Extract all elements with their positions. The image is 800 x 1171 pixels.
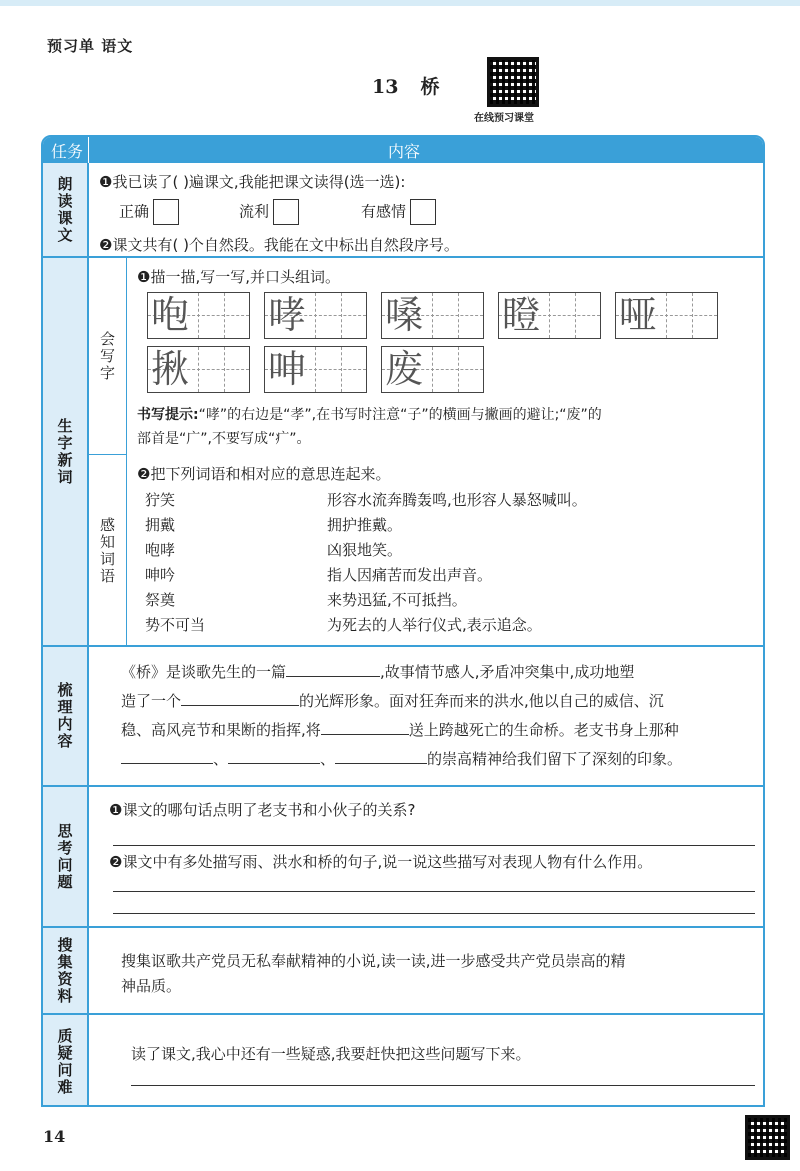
collect-line-2: 神品质。: [121, 977, 182, 995]
lesson-name: 桥: [420, 76, 440, 98]
writing-tip-line-1: 书写提示:“哮”的右边是“孝”,在书写时注意“子”的横画与撇画的避让;“废”的: [137, 407, 602, 423]
meaning-item[interactable]: 指人因痛苦而发出声音。: [327, 566, 493, 584]
checkbox-correct[interactable]: [153, 199, 179, 225]
section-label-reading: 朗读课文: [43, 163, 89, 258]
section-label-thinking: 思考问题: [43, 787, 89, 928]
top-rule: [0, 0, 800, 6]
qr-code-icon[interactable]: [487, 57, 539, 107]
trace-char: 揪: [151, 347, 190, 391]
sub-label-perceive: 感知词语: [89, 455, 127, 647]
trace-char: 废: [385, 347, 424, 391]
summary-line-3: 稳、高风亮节和果断的指挥,将 送上跨越死亡的生命桥。老支书身上那种: [121, 721, 679, 739]
checkbox-fluent[interactable]: [273, 199, 299, 225]
section-thinking: [89, 787, 763, 928]
word-item[interactable]: 狞笑: [145, 491, 176, 509]
fill-blank[interactable]: [121, 748, 213, 764]
summary-line-2: 造了一个 的光辉形象。面对狂奔而来的洪水,他以自己的威信、沉: [121, 692, 664, 710]
section-reading: [89, 163, 763, 258]
header-content: 内容: [388, 142, 421, 161]
word-item[interactable]: 拥戴: [145, 516, 176, 534]
header-task: 任务: [51, 142, 84, 161]
option-correct: 正确: [119, 199, 179, 225]
trace-char: 呻: [268, 347, 307, 391]
section-summary: [89, 647, 763, 787]
doubts-line-1: 读了课文,我心中还有一些疑惑,我要赶快把这些问题写下来。: [131, 1045, 531, 1063]
trace-char: 咆: [151, 293, 190, 337]
answer-line[interactable]: [113, 845, 755, 846]
table-header: [43, 137, 763, 163]
trace-char: 哑: [619, 293, 658, 337]
fill-blank[interactable]: [335, 748, 427, 764]
section-label-doubts: 质疑问难: [43, 1015, 89, 1107]
word-item[interactable]: 势不可当: [145, 616, 206, 634]
option-emotion: 有感情: [361, 199, 436, 225]
header-subject: 预习单 语文: [47, 37, 134, 55]
match-instruction: ❷把下列词语和相对应的意思连起来。: [137, 465, 391, 483]
lesson-title: [372, 72, 439, 99]
char-writing-box[interactable]: [381, 346, 484, 393]
option-fluent: 流利: [239, 199, 299, 225]
meaning-item[interactable]: 凶狠地笑。: [327, 541, 403, 559]
writing-tip-title: 书写提示:: [137, 407, 199, 423]
answer-line[interactable]: [131, 1085, 755, 1086]
section-label-collect: 搜集资料: [43, 928, 89, 1015]
section-doubts: [89, 1015, 763, 1107]
summary-line-1: 《桥》是谈歌先生的一篇 ,故事情节感人,矛盾冲突集中,成功地塑: [121, 663, 635, 681]
thinking-question-1: ❶课文的哪句话点明了老支书和小伙子的关系?: [109, 801, 416, 819]
qr-caption: 在线预习课堂: [474, 113, 534, 124]
checkbox-emotion[interactable]: [410, 199, 436, 225]
reading-question-1: ❶我已读了( )遍课文,我能把课文读得(选一选):: [99, 173, 406, 191]
char-writing-box[interactable]: [498, 292, 601, 339]
meaning-item[interactable]: 为死去的人举行仪式,表示追念。: [327, 616, 542, 634]
fill-blank[interactable]: [286, 661, 380, 677]
collect-line-1: 搜集讴歌共产党员无私奉献精神的小说,读一读,进一步感受共产党员崇高的精: [121, 952, 626, 970]
answer-line[interactable]: [113, 891, 755, 892]
lesson-number: 13: [372, 76, 399, 98]
meaning-item[interactable]: 拥护推戴。: [327, 516, 403, 534]
char-writing-box[interactable]: [147, 346, 250, 393]
reading-question-2: ❷课文共有( )个自然段。我能在文中标出自然段序号。: [99, 236, 459, 254]
char-writing-box[interactable]: [381, 292, 484, 339]
char-writing-box[interactable]: [147, 292, 250, 339]
trace-char: 哮: [268, 293, 307, 337]
char-writing-box[interactable]: [615, 292, 718, 339]
section-label-summary: 梳理内容: [43, 647, 89, 787]
sub-label-write: 会写字: [89, 258, 127, 455]
worksheet-table: [41, 135, 765, 1107]
fill-blank[interactable]: [181, 690, 299, 706]
header-divider: [88, 137, 89, 163]
char-writing-box[interactable]: [264, 292, 367, 339]
summary-line-4: 、 、 的崇高精神给我们留下了深刻的印象。: [121, 748, 682, 769]
char-writing-box[interactable]: [264, 346, 367, 393]
word-item[interactable]: 祭奠: [145, 591, 176, 609]
thinking-question-2: ❷课文中有多处描写雨、洪水和桥的句子,说一说这些描写对表现人物有什么作用。: [109, 853, 653, 871]
trace-char: 瞪: [502, 293, 541, 337]
corner-qr-icon[interactable]: [745, 1115, 790, 1160]
section-vocab: [89, 258, 763, 647]
page-number: 14: [43, 1127, 66, 1146]
answer-line[interactable]: [113, 913, 755, 914]
fill-blank[interactable]: [321, 719, 409, 735]
trace-char: 嗓: [385, 293, 424, 337]
section-collect: [89, 928, 763, 1015]
write-instruction: ❶描一描,写一写,并口头组词。: [137, 268, 340, 286]
word-item[interactable]: 呻吟: [145, 566, 176, 584]
meaning-item[interactable]: 来势迅猛,不可抵挡。: [327, 591, 467, 609]
writing-tip-line-2: 部首是“广”,不要写成“疒”。: [137, 431, 311, 447]
section-label-vocab: 生字新词: [43, 258, 89, 647]
meaning-item[interactable]: 形容水流奔腾轰鸣,也形容人暴怒喊叫。: [327, 491, 587, 509]
fill-blank[interactable]: [228, 748, 320, 764]
word-item[interactable]: 咆哮: [145, 541, 176, 559]
